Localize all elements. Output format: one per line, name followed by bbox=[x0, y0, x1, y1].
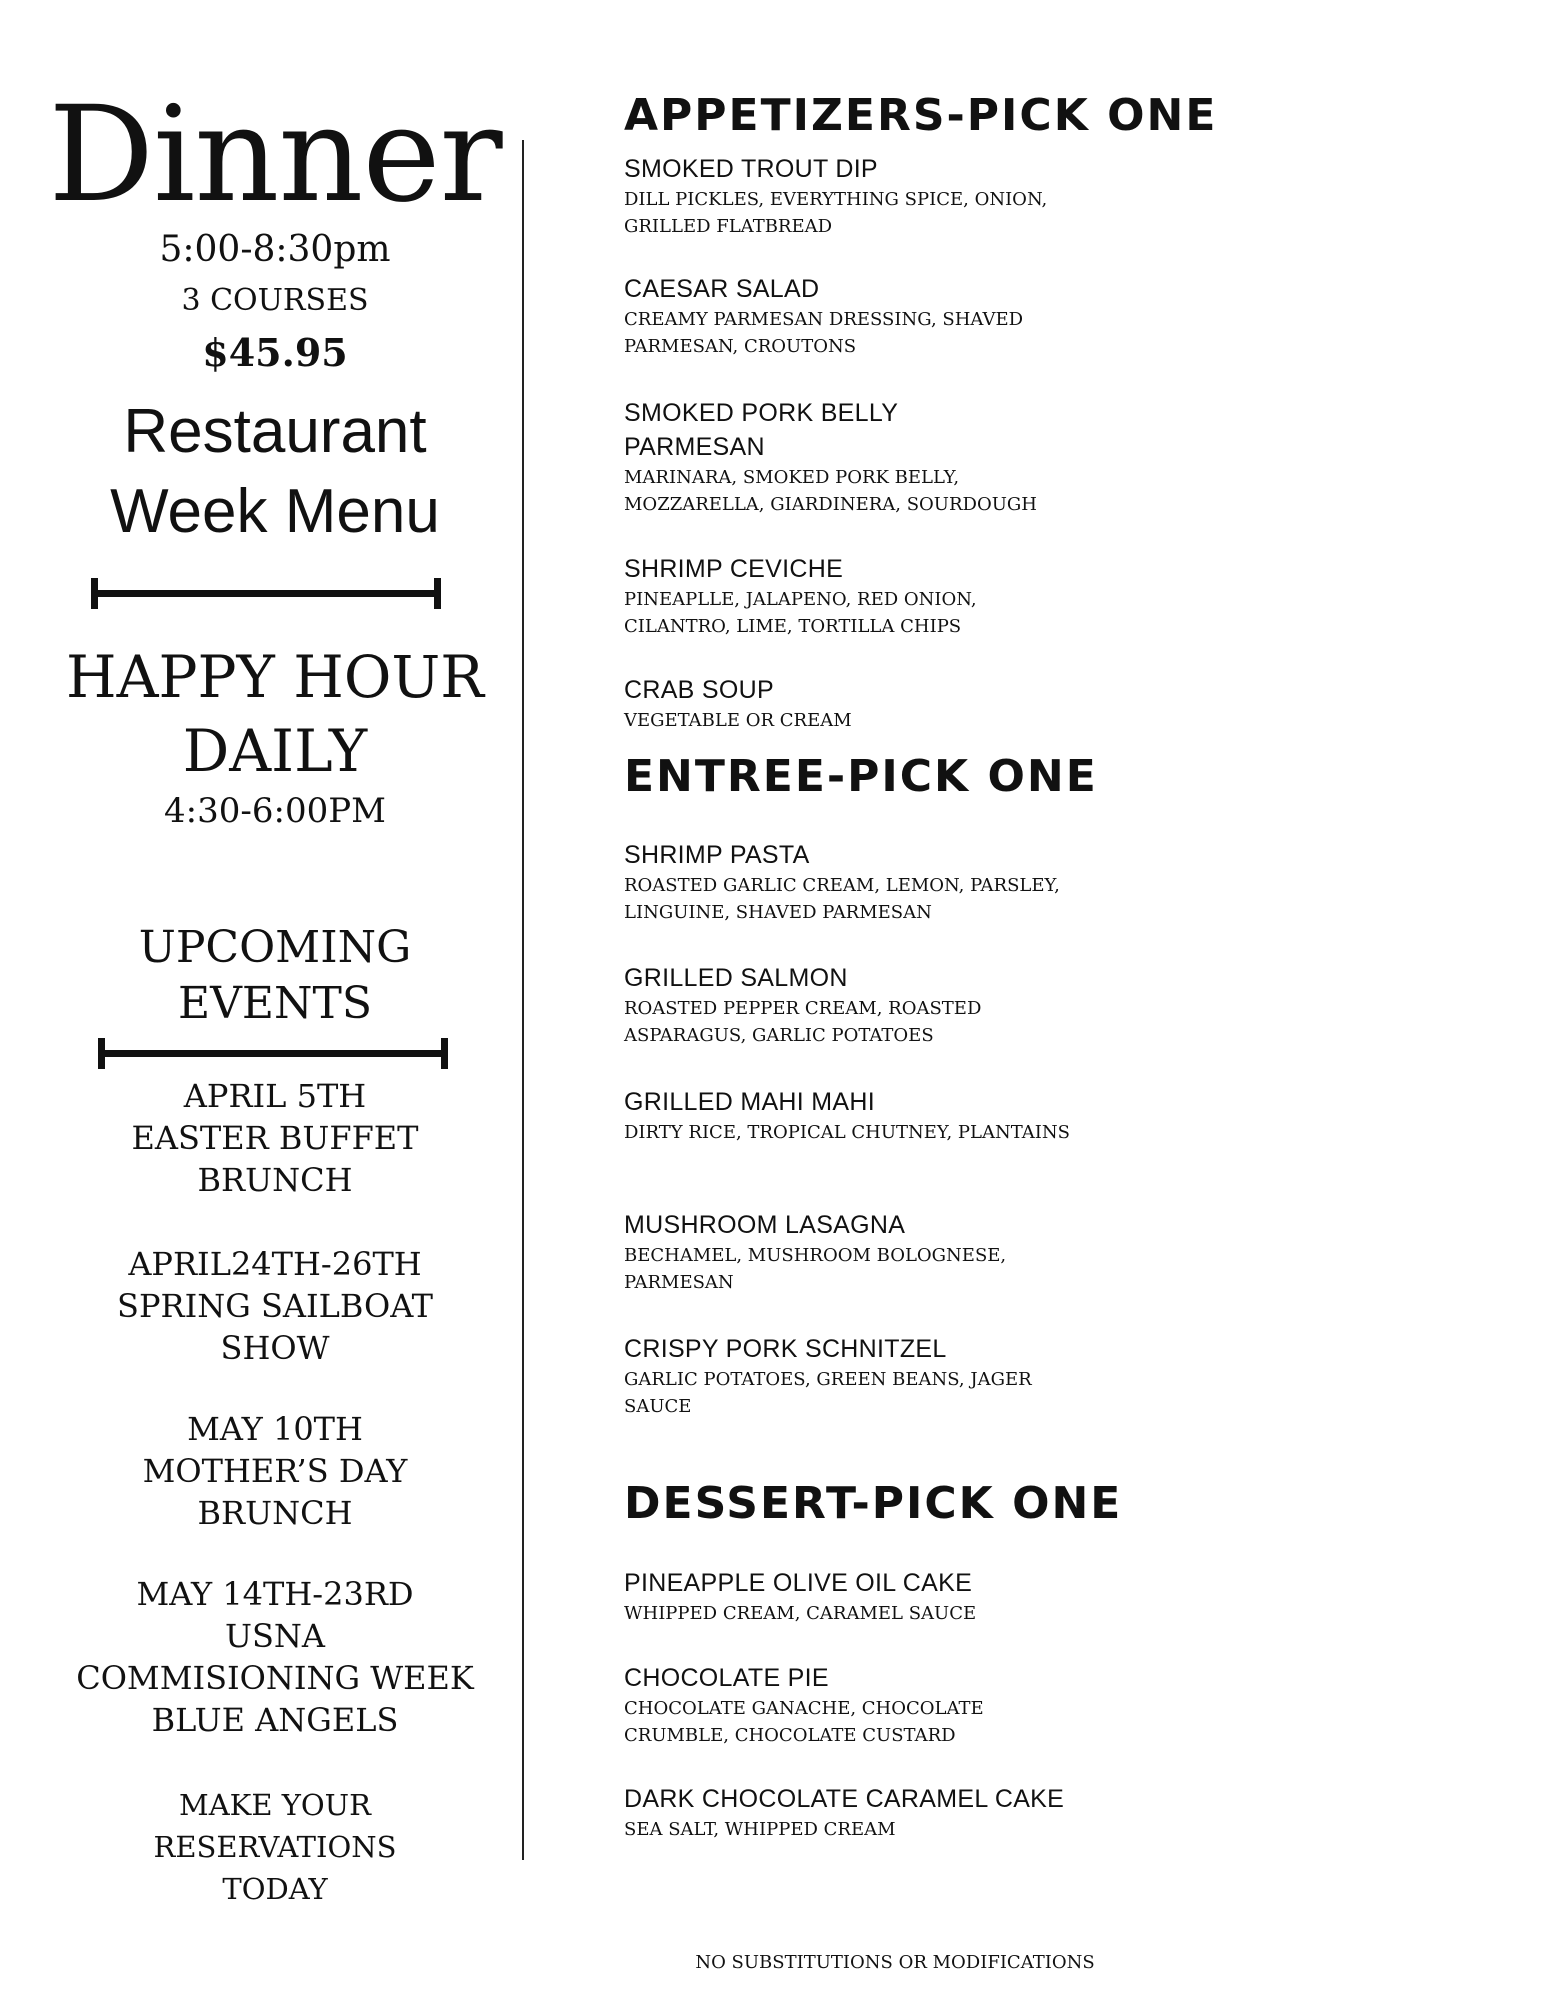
happy-hour-heading bbox=[40, 640, 510, 788]
menu-item bbox=[624, 396, 1144, 518]
menu-item bbox=[624, 673, 1144, 734]
event-entry bbox=[40, 1408, 510, 1534]
event-line: SHOW bbox=[220, 1329, 330, 1367]
events-heading-line: EVENTS bbox=[177, 978, 372, 1029]
menu-item-description: CREAMY PARMESAN DRESSING, SHAVED PARMESAN, CROUTONS bbox=[624, 309, 1024, 357]
event-line: MOTHER’S DAY bbox=[142, 1452, 408, 1490]
decorative-divider-bar bbox=[91, 590, 441, 597]
upcoming-events-heading bbox=[40, 920, 510, 1032]
event-entry bbox=[40, 1243, 510, 1369]
reservations-line: RESERVATIONS bbox=[153, 1830, 397, 1864]
menu-item-name: SHRIMP CEVICHE bbox=[624, 555, 844, 583]
event-line: BRUNCH bbox=[197, 1161, 353, 1199]
entrees-heading: ENTREE-PICK ONE bbox=[624, 751, 1098, 802]
dinner-price: $45.95 bbox=[202, 330, 348, 375]
reservations-note bbox=[40, 1784, 510, 1910]
menu-item-description: DIRTY RICE, TROPICAL CHUTNEY, PLANTAINS bbox=[624, 1122, 1070, 1143]
menu-item-name: CRAB SOUP bbox=[624, 676, 774, 704]
menu-item-name: MUSHROOM LASAGNA bbox=[624, 1211, 906, 1239]
reservations-line: MAKE YOUR bbox=[179, 1788, 371, 1822]
menu-item-name: CRISPY PORK SCHNITZEL bbox=[624, 1335, 947, 1363]
menu-item-name: SMOKED TROUT DIP bbox=[624, 155, 878, 183]
column-divider bbox=[522, 140, 524, 1860]
event-line: BRUNCH bbox=[197, 1494, 353, 1532]
dinner-hours: 5:00-8:30pm bbox=[159, 229, 391, 270]
event-line: EASTER BUFFET bbox=[131, 1119, 419, 1157]
reservations-line: TODAY bbox=[222, 1872, 328, 1906]
appetizers-heading: APPETIZERS-PICK ONE bbox=[624, 90, 1218, 141]
menu-item bbox=[624, 1782, 1144, 1843]
menu-item-description: SEA SALT, WHIPPED CREAM bbox=[624, 1819, 896, 1840]
menu-item-name: SHRIMP PASTA bbox=[624, 841, 810, 869]
menu-item bbox=[624, 1208, 1144, 1296]
events-heading-line: UPCOMING bbox=[138, 922, 412, 973]
menu-item-description: WHIPPED CREAM, CARAMEL SAUCE bbox=[624, 1603, 977, 1624]
menu-item-name: CAESAR SALAD bbox=[624, 275, 820, 303]
menu-item-description: PINEAPLLE, JALAPENO, RED ONION, CILANTRO, LIME, TORTILLA CHIPS bbox=[624, 589, 977, 637]
decorative-divider-bar bbox=[98, 1050, 448, 1057]
menu-item-description: MARINARA, SMOKED PORK BELLY, MOZZARELLA, GIARDINERA, SOURDOUGH bbox=[624, 467, 1037, 515]
happy-hour-time: 4:30-6:00PM bbox=[164, 791, 386, 831]
menu-item-description: CHOCOLATE GANACHE, CHOCOLATE CRUMBLE, CHOCOLATE CUSTARD bbox=[624, 1698, 984, 1746]
menu-item-name: GRILLED MAHI MAHI bbox=[624, 1088, 875, 1116]
restaurant-week-line: Week Menu bbox=[110, 477, 440, 546]
menu-item-description: ROASTED GARLIC CREAM, LEMON, PARSLEY, LINGUINE, SHAVED PARMESAN bbox=[624, 875, 1060, 923]
event-line: APRIL24TH-26TH bbox=[128, 1245, 422, 1283]
desserts-heading: DESSERT-PICK ONE bbox=[624, 1478, 1123, 1529]
happy-hour-line: DAILY bbox=[182, 717, 368, 785]
event-line: MAY 14TH-23RD bbox=[136, 1575, 414, 1613]
happy-hour-line: HAPPY HOUR bbox=[66, 643, 484, 711]
menu-item-name: CHOCOLATE PIE bbox=[624, 1664, 829, 1692]
event-entry bbox=[40, 1075, 510, 1201]
event-line: BLUE ANGELS bbox=[151, 1701, 399, 1739]
menu-item-description: ROASTED PEPPER CREAM, ROASTED ASPARAGUS, GARLIC POTATOES bbox=[624, 998, 982, 1046]
event-line: USNA bbox=[225, 1617, 325, 1655]
menu-item bbox=[624, 1661, 1144, 1749]
menu-item bbox=[624, 1566, 1144, 1627]
event-line: COMMISIONING WEEK bbox=[76, 1659, 474, 1697]
menu-item-description: BECHAMEL, MUSHROOM BOLOGNESE, PARMESAN bbox=[624, 1245, 1007, 1293]
event-entry bbox=[40, 1573, 510, 1741]
event-line: MAY 10TH bbox=[187, 1410, 363, 1448]
restaurant-week-line: Restaurant bbox=[123, 397, 427, 466]
restaurant-week-heading bbox=[40, 392, 510, 552]
menu-item bbox=[624, 272, 1144, 360]
menu-item-description: VEGETABLE OR CREAM bbox=[624, 710, 852, 731]
dinner-title: Dinner bbox=[48, 78, 502, 232]
menu-item bbox=[624, 552, 1144, 640]
menu-item bbox=[624, 838, 1144, 926]
menu-item bbox=[624, 961, 1144, 1049]
dinner-courses: 3 COURSES bbox=[181, 283, 369, 318]
event-line: SPRING SAILBOAT bbox=[117, 1287, 433, 1325]
menu-item-name: SMOKED PORK BELLY PARMESAN bbox=[624, 399, 898, 461]
event-line: APRIL 5TH bbox=[183, 1077, 367, 1115]
menu-item bbox=[624, 1085, 1144, 1146]
menu-item bbox=[624, 152, 1144, 240]
menu-item-name: DARK CHOCOLATE CARAMEL CAKE bbox=[624, 1785, 1065, 1813]
menu-item bbox=[624, 1332, 1144, 1420]
footer-note: NO SUBSTITUTIONS OR MODIFICATIONS bbox=[695, 1952, 1095, 1973]
menu-item-name: PINEAPPLE OLIVE OIL CAKE bbox=[624, 1569, 973, 1597]
menu-item-description: DILL PICKLES, EVERYTHING SPICE, ONION, GRILLED FLATBREAD bbox=[624, 189, 1048, 237]
menu-item-name: GRILLED SALMON bbox=[624, 964, 848, 992]
menu-item-description: GARLIC POTATOES, GREEN BEANS, JAGER SAUCE bbox=[624, 1369, 1032, 1417]
